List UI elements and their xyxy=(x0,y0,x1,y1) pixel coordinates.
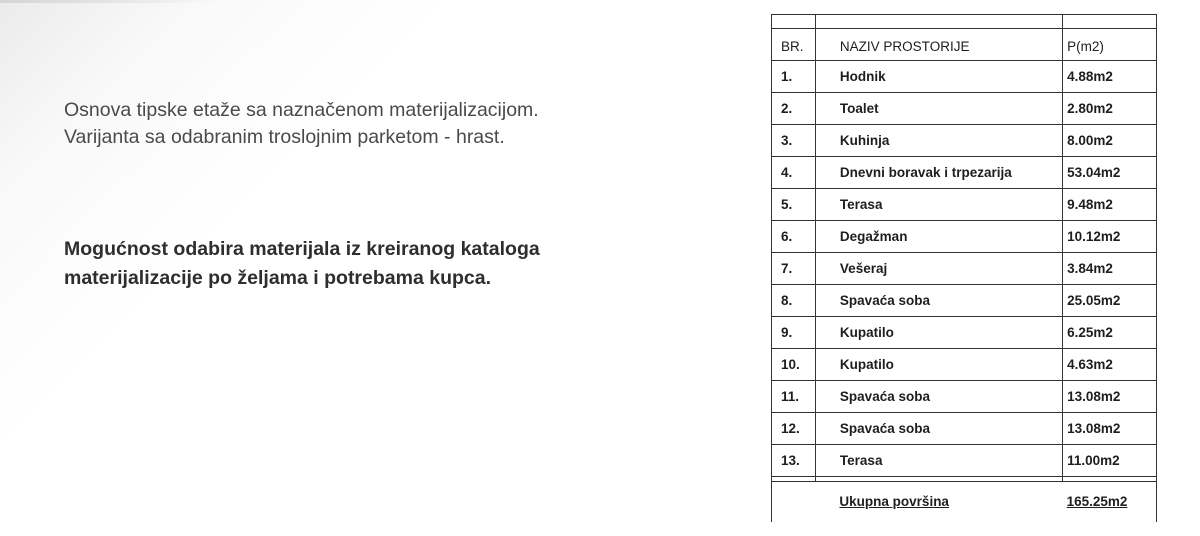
row-room-name: Spavaća soba xyxy=(815,413,1062,445)
table-row xyxy=(772,445,1157,477)
table-row xyxy=(772,349,1157,381)
row-number: 6. xyxy=(772,221,816,253)
row-area: 9.48m2 xyxy=(1063,189,1157,221)
row-room-name: Kuhinja xyxy=(815,125,1062,157)
header-number: BR. xyxy=(772,29,816,61)
table-header-row xyxy=(772,29,1157,61)
row-room-name: Spavaća soba xyxy=(815,381,1062,413)
row-number: 2. xyxy=(772,93,816,125)
row-number: 12. xyxy=(772,413,816,445)
row-room-name: Kupatilo xyxy=(815,349,1062,381)
row-number: 8. xyxy=(772,285,816,317)
row-number: 1. xyxy=(772,61,816,93)
table-row xyxy=(772,189,1157,221)
row-number: 13. xyxy=(772,445,816,477)
row-number: 10. xyxy=(772,349,816,381)
row-number: 9. xyxy=(772,317,816,349)
table-row xyxy=(772,317,1157,349)
table-row xyxy=(772,413,1157,445)
row-room-name: Toalet xyxy=(815,93,1062,125)
row-area: 8.00m2 xyxy=(1063,125,1157,157)
row-number: 4. xyxy=(772,157,816,189)
row-area: 3.84m2 xyxy=(1063,253,1157,285)
header-room-name: NAZIV PROSTORIJE xyxy=(815,29,1062,61)
row-room-name: Spavaća soba xyxy=(815,285,1062,317)
row-room-name: Degažman xyxy=(815,221,1062,253)
row-area: 4.88m2 xyxy=(1063,61,1157,93)
header-area: P(m2) xyxy=(1063,29,1157,61)
table-row xyxy=(772,157,1157,189)
top-divider xyxy=(0,0,220,3)
row-area: 11.00m2 xyxy=(1063,445,1157,477)
note-line-2: materijalizacije po željama i potrebama kupca. xyxy=(64,267,492,289)
table-top-padding xyxy=(772,15,1157,29)
table-row xyxy=(772,221,1157,253)
row-area: 6.25m2 xyxy=(1063,317,1157,349)
row-room-name: Vešeraj xyxy=(815,253,1062,285)
table-row xyxy=(772,93,1157,125)
row-room-name: Dnevni boravak i trpezarija xyxy=(815,157,1062,189)
row-room-name: Hodnik xyxy=(815,61,1062,93)
row-area: 2.80m2 xyxy=(1063,93,1157,125)
note-line-1: Mogućnost odabira materijala iz kreiranog kataloga xyxy=(64,238,540,260)
row-room-name: Terasa xyxy=(815,445,1062,477)
description-line-1: Osnova tipske etaže sa naznačenom materijalizacijom. xyxy=(64,99,539,121)
row-number: 5. xyxy=(772,189,816,221)
row-room-name: Kupatilo xyxy=(815,317,1062,349)
row-area: 10.12m2 xyxy=(1063,221,1157,253)
total-area-value: 165.25m2 xyxy=(1066,494,1128,510)
row-area: 4.63m2 xyxy=(1063,349,1157,381)
table-total-row xyxy=(772,482,1157,522)
total-area-label: Ukupna površina xyxy=(839,494,949,510)
row-room-name: Terasa xyxy=(815,189,1062,221)
floor-plan-description xyxy=(64,97,539,151)
table-row xyxy=(772,285,1157,317)
row-number: 11. xyxy=(772,381,816,413)
row-area: 13.08m2 xyxy=(1063,413,1157,445)
material-catalog-note xyxy=(64,235,540,293)
table-row xyxy=(772,61,1157,93)
row-area: 53.04m2 xyxy=(1063,157,1157,189)
table-row xyxy=(772,381,1157,413)
row-number: 3. xyxy=(772,125,816,157)
row-area: 13.08m2 xyxy=(1063,381,1157,413)
row-area: 25.05m2 xyxy=(1063,285,1157,317)
room-area-table xyxy=(771,14,1157,522)
description-line-2: Varijanta sa odabranim troslojnim parketom - hrast. xyxy=(64,126,505,148)
table-row xyxy=(772,253,1157,285)
table-row xyxy=(772,125,1157,157)
row-number: 7. xyxy=(772,253,816,285)
